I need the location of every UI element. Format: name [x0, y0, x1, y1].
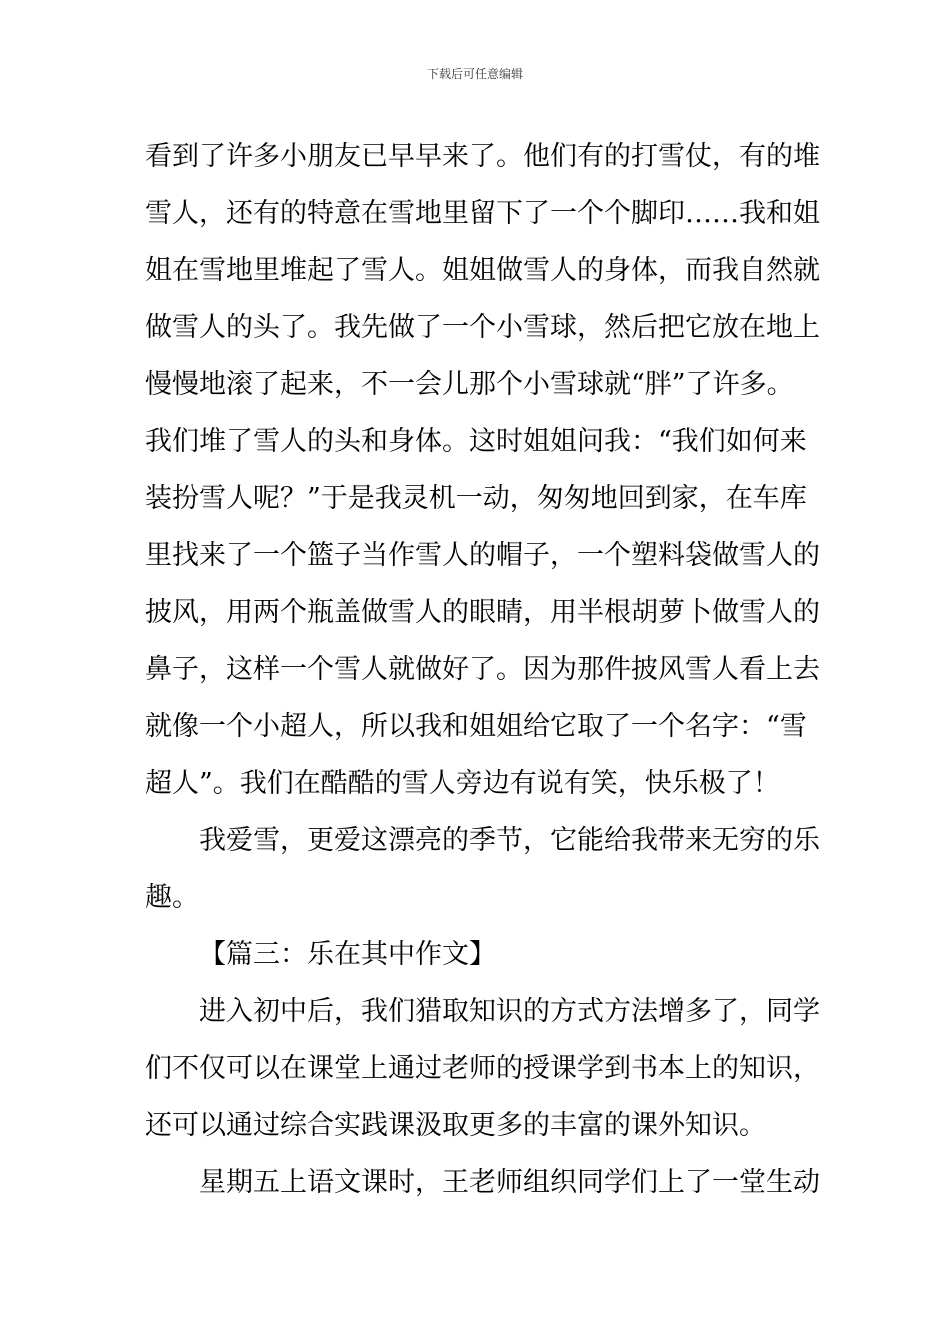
text-line: 鼻子，这样一个雪人就做好了。因为那件披风雪人看上去	[145, 654, 820, 685]
section-heading: 【篇三：乐在其中作文】	[199, 939, 496, 970]
text-line: 们不仅可以在课堂上通过老师的授课学到书本上的知识，	[145, 1053, 820, 1084]
paragraph-start-line: 我爱雪，更爱这漂亮的季节，它能给我带来无穷的乐	[199, 825, 820, 856]
text-line: 做雪人的头了。我先做了一个小雪球，然后把它放在地上	[145, 312, 820, 343]
paragraph-start-line: 进入初中后，我们猎取知识的方式方法增多了，同学	[199, 996, 820, 1027]
text-line: 趣。	[145, 882, 199, 913]
text-line: 里找来了一个篮子当作雪人的帽子，一个塑料袋做雪人的	[145, 540, 820, 571]
text-line: 我们堆了雪人的头和身体。这时姐姐问我：“我们如何来	[145, 426, 807, 457]
text-line: 慢慢地滚了起来，不一会儿那个小雪球就“胖”了许多。	[145, 369, 794, 400]
text-line: 装扮雪人呢？”于是我灵机一动，匆匆地回到家，在车库	[145, 483, 807, 514]
text-line: 披风，用两个瓶盖做雪人的眼睛，用半根胡萝卜做雪人的	[145, 597, 820, 628]
text-line: 还可以通过综合实践课汲取更多的丰富的课外知识。	[145, 1110, 766, 1141]
paragraph-start-line: 星期五上语文课时，王老师组织同学们上了一堂生动	[199, 1167, 820, 1198]
page-header: 下载后可任意编辑	[426, 67, 523, 81]
text-line: 姐在雪地里堆起了雪人。姐姐做雪人的身体，而我自然就	[145, 255, 820, 286]
text-line: 超人”。我们在酷酷的雪人旁边有说有笑，快乐极了！	[145, 768, 780, 799]
text-line: 雪人，还有的特意在雪地里留下了一个个脚印……我和姐	[145, 198, 820, 229]
document-body	[145, 128, 820, 1211]
text-line: 就像一个小超人，所以我和姐姐给它取了一个名字：“雪	[145, 711, 807, 742]
text-line: 看到了许多小朋友已早早来了。他们有的打雪仗，有的堆	[145, 141, 820, 172]
